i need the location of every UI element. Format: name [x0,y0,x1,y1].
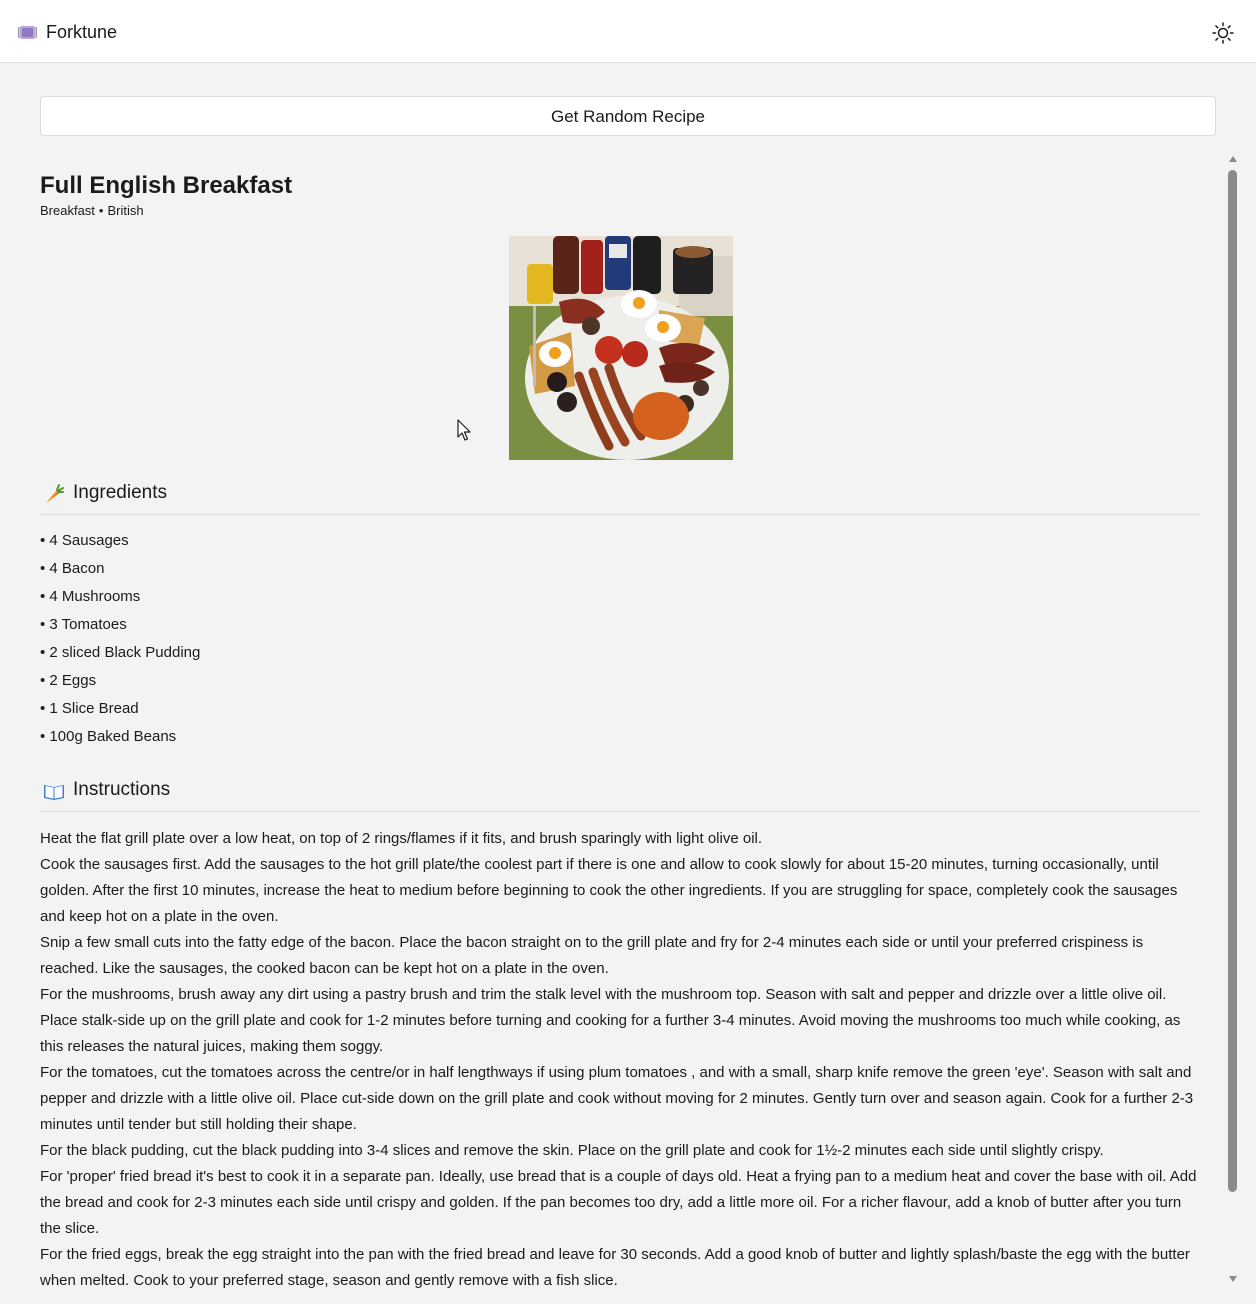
recipe-area: British [107,203,144,218]
instruction-step: For 'proper' fried bread it's best to cook it in a separate pan. Ideally, use bread that is a couple of days old. Heat a frying pan to a medium heat and cover the base with oil. Add the bread and cook for 2-3 minutes each side until crispy and golden. If the pan becomes too dry, add a little more oil. For a richer flavour, add a knob of butter after you turn the slice. [40,1168,1197,1237]
instruction-step: For the tomatoes, cut the tomatoes across the centre/or in half lengthways if using plum tomatoes , and with a small, sharp knife remove the green 'eye'. Season with salt and pepper and drizzle with a little olive oil. Place cut-side down on the grill plate and cook without moving for 2 minutes. Gently turn over and season again. Cook for a further 2-3 minutes until tender but still holding their shape. [40,1064,1194,1133]
ingredient-item: • 4 Bacon [40,560,105,577]
ingredient-list [40,529,200,753]
ingredient-item: • 2 sliced Black Pudding [40,644,201,661]
scroll-up-arrow-icon[interactable] [1229,156,1237,162]
instruction-step: Snip a few small cuts into the fatty edge of the bacon. Place the bacon straight on to the grill plate and fry for 2-4 minutes each side or until your preferred crispiness is reached. Like the sausages, the cooked bacon can be kept hot on a plate in the oven. [40,934,1144,977]
ingredient-item: • 4 Sausages [40,532,129,549]
plate-icon [18,24,37,41]
scroll-down-arrow-icon[interactable] [1229,1276,1237,1282]
instruction-step: For the mushrooms, brush away any dirt using a pastry brush and trim the stalk level with the mushroom top. Season with salt and pepper and drizzle over a little olive oil. Place stalk-side up on the grill plate and cook for 1-2 minutes before turning and cooking for a further 3-4 minutes. Avoid moving the mushrooms too much while cooking, as this releases the natural juices, making them soggy. [40,986,1181,1055]
get-random-recipe-button[interactable]: Get Random Recipe [40,96,1216,136]
carrot-icon [43,483,65,505]
recipe-content[interactable] [40,160,1200,1288]
recipe-meta [40,203,144,218]
instruction-list [40,826,1200,1288]
open-book-icon [43,780,65,802]
ingredient-item: • 1 Slice Bread [40,700,139,717]
sun-icon[interactable] [1211,21,1235,45]
ingredient-item: • 3 Tomatoes [40,616,127,633]
recipe-category: Breakfast [40,203,95,218]
instructions-header [40,778,1200,812]
instruction-step: Cook the sausages first. Add the sausages to the hot grill plate/the coolest part if there is one and allow to cook slowly for about 15-20 minutes, turning occasionally, until golden. After the first 10 minutes, increase the heat to medium before beginning to cook the other ingredients. If you are struggling for space, completely cook the sausages and keep hot on a plate in the oven. [40,856,1178,925]
app-title: Forktune [46,22,118,42]
instruction-step: Heat the flat grill plate over a low heat, on top of 2 rings/flames if it fits, and brush sparingly with light olive oil. [40,830,763,847]
meta-separator: • [98,203,104,218]
recipe-image [509,236,733,460]
instruction-step: For the fried eggs, break the egg straight into the pan with the fried bread and leave for 30 seconds. Add a good knob of butter and lightly splash/baste the egg with the butter when melted. Cook to your preferred stage, season and gently remove with a fish slice. [40,1246,1190,1288]
scrollbar[interactable] [1226,152,1240,1288]
ingredient-item: • 100g Baked Beans [40,728,177,745]
ingredients-header [40,481,1200,515]
recipe-title: Full English Breakfast [40,172,293,199]
title-bar [0,0,1256,63]
ingredient-item: • 4 Mushrooms [40,588,141,605]
scrollbar-thumb[interactable] [1228,170,1237,1192]
ingredient-item: • 2 Eggs [40,672,97,689]
instruction-step: For the black pudding, cut the black pudding into 3-4 slices and remove the skin. Place on the grill plate and cook for 1½-2 minutes each side until slightly crispy. [40,1142,1104,1159]
ingredients-title: Ingredients [73,482,168,503]
instructions-title: Instructions [73,779,171,800]
